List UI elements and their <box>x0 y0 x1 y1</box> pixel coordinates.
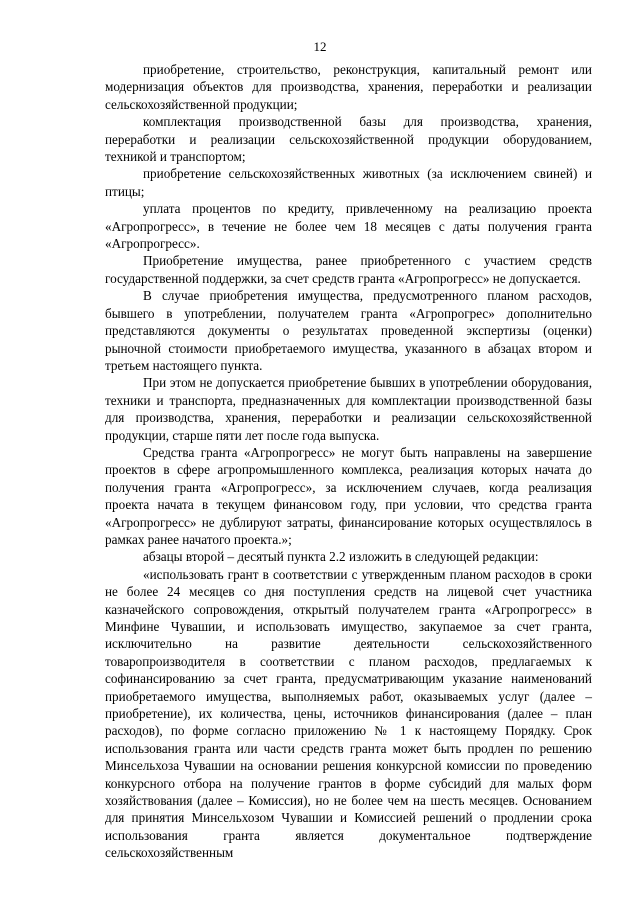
paragraph: уплата процентов по кредиту, привлеченному на реализацию проекта «Агропрогресс», в течение не более чем 18 месяцев с даты получения гранта «Агропрогресс». <box>105 201 592 252</box>
paragraph: При этом не допускается приобретение бывших в употреблении оборудования, техники и транспорта, предназначенных для комплектации производственной базы для производства, хранения, переработки и реализации сельскохозяйственной продукции, старше пяти лет после года выпуска. <box>105 375 592 443</box>
paragraph: приобретение, строительство, реконструкция, капитальный ремонт или модернизация объектов для производства, хранения, переработки и реализации сельскохозяйственной продукции; <box>105 62 592 112</box>
page-number: 12 <box>313 39 327 54</box>
paragraph: комплектация производственной базы для производства, хранения, переработки и реализации сельскохозяйственной продукции оборудованием, техникой и транспортом; <box>105 114 592 165</box>
paragraph: В случае приобретения имущества, предусмотренного планом расходов, бывшего в употреблении, получателем гранта «Агропрогрес» дополнительно представляются документы о результатах проведенной экспертизы (оценки) рыночной стоимости приобретаемого имущества, указанного в абзацах втором и третьем настоящего пункта. <box>105 288 592 373</box>
paragraph: приобретение сельскохозяйственных животных (за исключением свиней) и птицы; <box>105 166 592 199</box>
paragraph: Средства гранта «Агропрогресс» не могут быть направлены на завершение проектов в сфере агропромышленного комплекса, реализация которых начата до получения гранта «Агропрогресс», за исключением случаев, когда реализация проекта начата в текущем финансовом году, при условии, что средства гранта «Агропрогресс» не дублируют затраты, финансирование которых осуществлялось в рамках ранее начатого проекта.»; <box>105 444 592 547</box>
paragraph: Приобретение имущества, ранее приобретенного с участием средств государственной поддержки, за счет средств гранта «Агропрогресс» не допускается. <box>105 253 592 286</box>
paragraph: «использовать грант в соответствии с утвержденным планом расходов в сроки не более 24 месяцев со дня поступления средств на лицевой счет участника казначейского сопровождения, открытый получателем гранта «Агропрогресс» в Минфине Чувашии, и использовать имущество, закупаемое за счет гранта, исключительно на развитие деятельности сельскохозяйственного товаропроизводителя в соответствии с планом расходов, предлагаемых к софинансированию за счет гранта, предусматривающим указание наименований приобретаемого имущества, выполняемых работ, оказываемых услуг (далее – приобретение), их количества, цены, источников финансирования (далее – план расходов), по форме согласно приложению № 1 к настоящему Порядку. Срок использования гранта или части средств гранта может быть продлен по решению Минсельхоза Чувашии на основании решения конкурсной комиссии по проведению конкурсного отбора на получение грантов в форме субсидий для малых форм хозяйствования (далее – Комиссия), но не более чем на шесть месяцев. Основанием для принятия Минсельхозом Чувашии и Комиссией решений о продлении срока использования гранта является документальное подтверждение сельскохозяйственным <box>105 566 592 861</box>
document-body <box>105 61 592 862</box>
paragraph: абзацы второй – десятый пункта 2.2 изложить в следующей редакции: <box>143 549 539 565</box>
